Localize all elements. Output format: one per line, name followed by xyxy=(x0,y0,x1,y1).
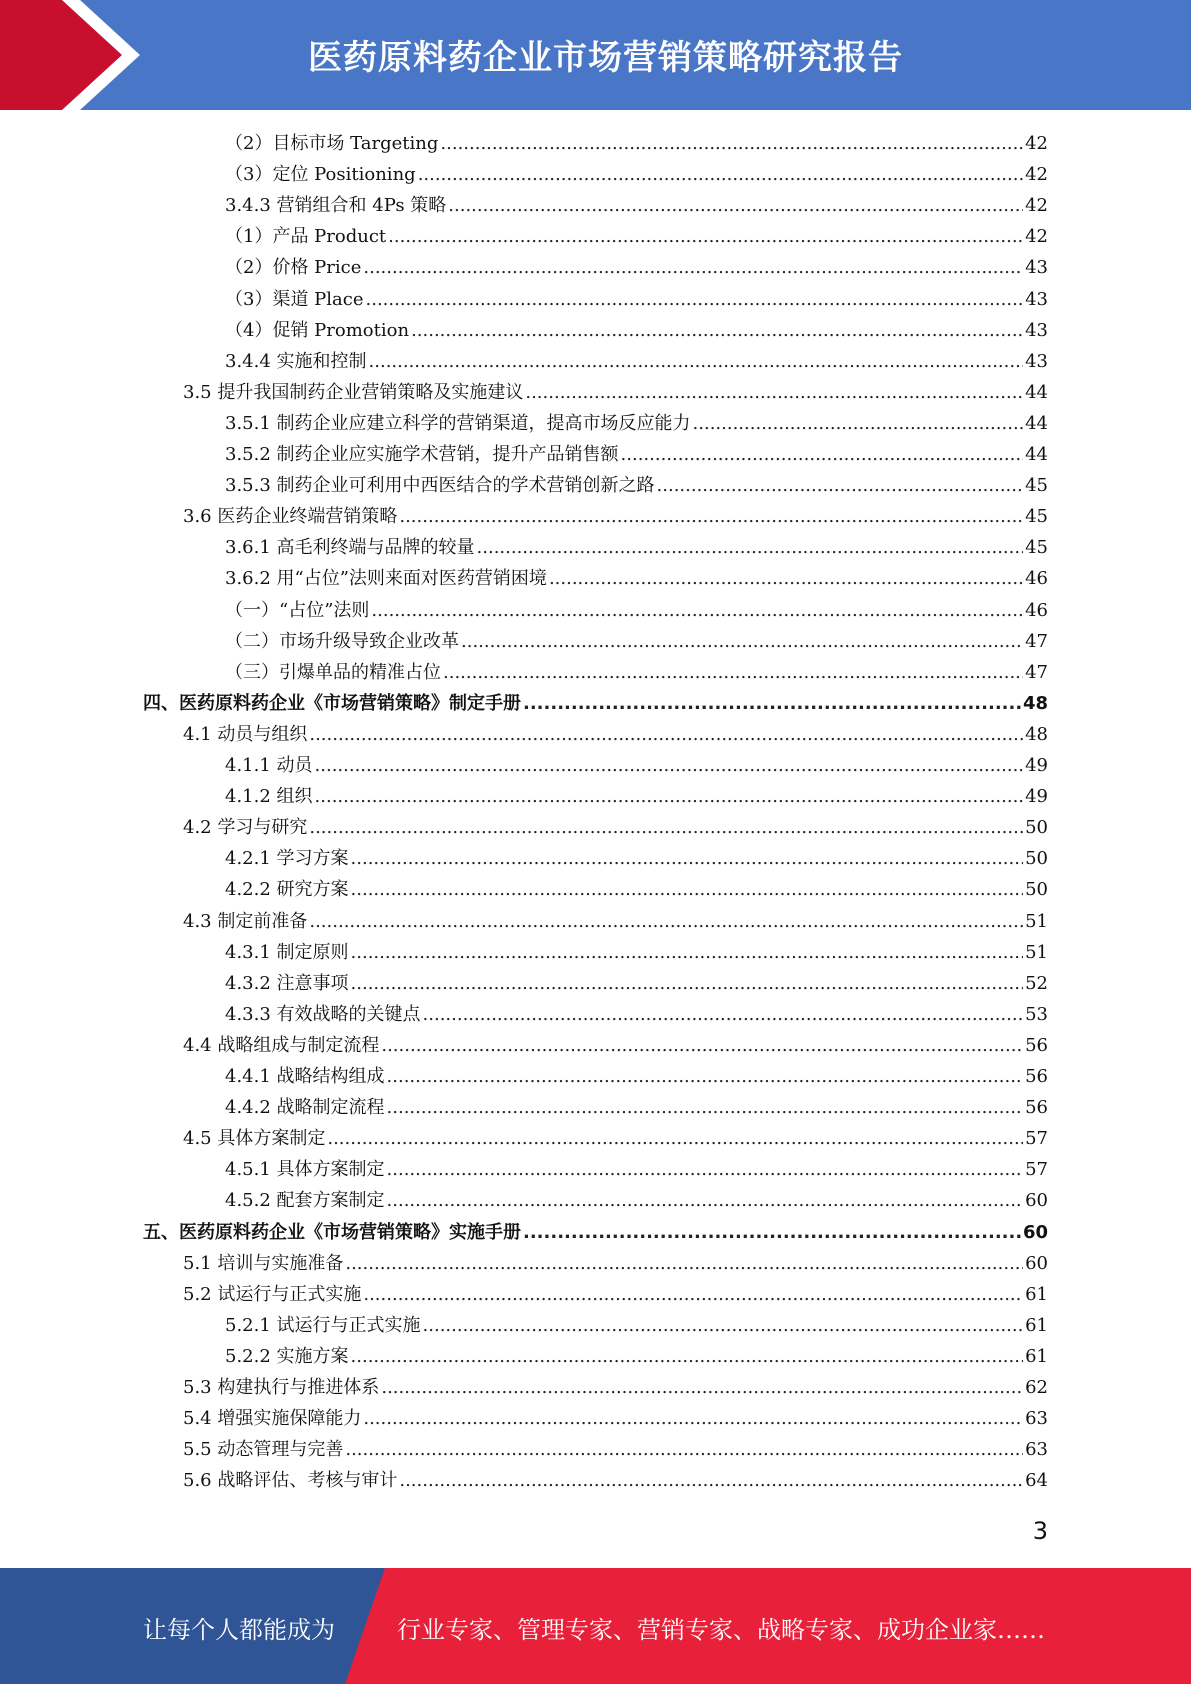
toc-entry[interactable] xyxy=(225,1154,1048,1185)
toc-entry-title: 3.6.1 高毛利终端与品牌的较量 xyxy=(225,537,475,559)
toc-leader-dots xyxy=(387,1092,1024,1123)
toc-entry-page: 44 xyxy=(1025,412,1048,434)
toc-leader-dots xyxy=(351,843,1024,874)
toc-entry-page: 42 xyxy=(1025,133,1048,154)
toc-leader-dots xyxy=(443,657,1023,688)
toc-entry[interactable] xyxy=(143,1217,1048,1248)
toc-leader-dots xyxy=(363,252,1023,283)
toc-entry-page: 43 xyxy=(1025,350,1048,372)
toc-leader-dots xyxy=(309,812,1023,843)
toc-entry-page: 51 xyxy=(1025,910,1048,932)
toc-entry-page: 56 xyxy=(1025,1097,1048,1119)
toc-leader-dots xyxy=(371,595,1023,626)
toc-leader-dots xyxy=(315,750,1024,781)
toc-leader-dots xyxy=(448,190,1023,221)
toc-leader-dots xyxy=(363,1403,1023,1434)
toc-leader-dots xyxy=(345,1434,1023,1465)
toc-leader-dots xyxy=(411,315,1023,346)
toc-entry[interactable] xyxy=(225,595,1048,626)
toc-leader-dots xyxy=(327,1123,1023,1154)
toc-leader-dots xyxy=(657,470,1024,501)
toc-entry-page: 60 xyxy=(1022,1221,1048,1243)
toc-entry-title: 3.5 提升我国制药企业营销策略及实施建议 xyxy=(183,381,524,403)
toc-leader-dots xyxy=(525,377,1023,408)
toc-entry-page: 49 xyxy=(1025,755,1048,776)
toc-entry[interactable] xyxy=(183,1123,1048,1154)
toc-entry-page: 49 xyxy=(1025,786,1048,808)
toc-entry-page: 50 xyxy=(1025,848,1048,870)
toc-leader-dots xyxy=(423,1310,1024,1341)
toc-leader-dots xyxy=(388,221,1023,252)
toc-entry[interactable] xyxy=(225,470,1048,501)
toc-leader-dots xyxy=(523,1217,1021,1248)
toc-leader-dots xyxy=(523,688,1021,719)
toc-entry-page: 60 xyxy=(1025,1252,1048,1274)
toc-entry-page: 46 xyxy=(1025,599,1048,621)
toc-entry-title: 5.4 增强实施保障能力 xyxy=(183,1408,362,1430)
footer-slogan-right: 行业专家、管理专家、营销专家、战略专家、成功企业家…… xyxy=(397,1616,1045,1644)
toc-entry[interactable] xyxy=(183,1279,1048,1310)
toc-entry-title: 5.2.2 实施方案 xyxy=(225,1345,349,1367)
toc-entry[interactable] xyxy=(183,812,1048,843)
toc-entry-title: 四、医药原料药企业《市场营销策略》制定手册 xyxy=(143,692,521,714)
toc-entry-page: 50 xyxy=(1025,879,1048,901)
toc-entry-page: 47 xyxy=(1025,661,1048,683)
toc-entry-page: 52 xyxy=(1025,972,1048,994)
toc-entry-title: 4.5.2 配套方案制定 xyxy=(225,1190,385,1212)
toc-leader-dots xyxy=(693,408,1024,439)
toc-entry-title: 3.5.2 制药企业应实施学术营销，提升产品销售额 xyxy=(225,444,619,465)
toc-entry[interactable] xyxy=(183,1403,1048,1434)
toc-entry[interactable] xyxy=(183,1030,1048,1061)
toc-entry[interactable] xyxy=(225,1092,1048,1123)
report-title: 医药原料药企业市场营销策略研究报告 xyxy=(308,38,903,78)
toc-entry[interactable] xyxy=(225,159,1048,190)
toc-entry[interactable] xyxy=(225,750,1048,781)
toc-entry[interactable] xyxy=(225,315,1048,346)
toc-entry-title: 4.4.1 战略结构组成 xyxy=(225,1066,385,1087)
toc-entry-title: 5.1 培训与实施准备 xyxy=(183,1252,344,1274)
toc-entry[interactable] xyxy=(225,843,1048,874)
toc-entry-title: 4.1 动员与组织 xyxy=(183,723,308,745)
toc-leader-dots xyxy=(387,1154,1024,1185)
toc-entry[interactable] xyxy=(225,221,1048,252)
toc-entry-page: 61 xyxy=(1025,1314,1048,1336)
toc-entry-page: 57 xyxy=(1025,1159,1048,1181)
toc-entry-title: 5.2 试运行与正式实施 xyxy=(183,1283,362,1305)
toc-leader-dots xyxy=(351,1341,1024,1372)
toc-entry-title: 3.4.4 实施和控制 xyxy=(225,350,367,372)
toc-leader-dots xyxy=(549,563,1023,594)
toc-entry-page: 47 xyxy=(1025,630,1048,652)
toc-leader-dots xyxy=(351,968,1024,999)
toc-entry[interactable] xyxy=(225,781,1048,812)
toc-entry[interactable] xyxy=(225,252,1048,283)
toc-entry[interactable] xyxy=(225,937,1048,968)
page-header xyxy=(0,0,1191,110)
toc-entry-title: 4.3.3 有效战略的关键点 xyxy=(225,1003,421,1025)
toc-entry-title: （4）促销 Promotion xyxy=(225,319,410,341)
toc-leader-dots xyxy=(309,906,1023,937)
toc-entry-page: 62 xyxy=(1025,1377,1048,1398)
toc-leader-dots xyxy=(351,874,1024,905)
toc-entry-page: 48 xyxy=(1022,692,1048,714)
toc-entry-title: （1）产品 Product xyxy=(225,226,387,248)
toc-leader-dots xyxy=(387,1061,1024,1092)
toc-entry-page: 57 xyxy=(1025,1128,1048,1150)
toc-entry[interactable] xyxy=(225,1185,1048,1216)
toc-entry-title: 4.3.2 注意事项 xyxy=(225,972,349,994)
toc-entry-page: 61 xyxy=(1025,1345,1048,1367)
toc-entry-page: 48 xyxy=(1025,723,1048,745)
toc-entry-title: （三）引爆单品的精准占位 xyxy=(225,661,441,683)
toc-entry-title: 4.3 制定前准备 xyxy=(183,910,308,932)
toc-entry[interactable] xyxy=(143,688,1048,719)
toc-entry-title: 4.1.2 组织 xyxy=(225,786,313,808)
toc-entry-title: （2）价格 Price xyxy=(225,257,362,279)
toc-entry-title: 5.6 战略评估、考核与审计 xyxy=(183,1470,398,1492)
toc-entry-page: 42 xyxy=(1025,164,1048,186)
toc-entry[interactable] xyxy=(225,1061,1048,1092)
toc-entry-page: 45 xyxy=(1025,537,1048,559)
toc-entry-page: 51 xyxy=(1025,941,1048,963)
toc-entry-page: 53 xyxy=(1025,1003,1048,1025)
toc-entry-title: 4.5.1 具体方案制定 xyxy=(225,1159,385,1181)
toc-entry[interactable] xyxy=(183,719,1048,750)
toc-entry[interactable] xyxy=(183,1248,1048,1279)
toc-entry[interactable] xyxy=(225,284,1048,315)
toc-leader-dots xyxy=(387,1185,1024,1216)
toc-entry-title: 4.1.1 动员 xyxy=(225,755,313,776)
toc-entry[interactable] xyxy=(225,190,1048,221)
toc-leader-dots xyxy=(461,626,1023,657)
toc-entry[interactable] xyxy=(225,657,1048,688)
toc-entry-page: 45 xyxy=(1025,475,1048,497)
toc-entry-title: 五、医药原料药企业《市场营销策略》实施手册 xyxy=(143,1221,521,1243)
toc-leader-dots xyxy=(399,501,1023,532)
toc-leader-dots xyxy=(477,532,1024,563)
toc-entry-title: 4.2.1 学习方案 xyxy=(225,848,349,870)
toc-entry-title: 4.5 具体方案制定 xyxy=(183,1128,326,1150)
toc-entry[interactable] xyxy=(183,906,1048,937)
toc-entry-title: 3.6.2 用“占位”法则来面对医药营销困境 xyxy=(225,568,547,590)
toc-leader-dots xyxy=(621,439,1024,470)
toc-leader-dots xyxy=(381,1030,1023,1061)
toc-leader-dots xyxy=(369,346,1024,377)
toc-entry[interactable] xyxy=(225,563,1048,594)
toc-entry-title: 3.5.3 制药企业可利用中西医结合的学术营销创新之路 xyxy=(225,475,655,497)
toc-entry-page: 44 xyxy=(1025,444,1048,465)
toc-entry[interactable] xyxy=(225,532,1048,563)
toc-entry-page: 60 xyxy=(1025,1190,1048,1212)
toc-entry[interactable] xyxy=(225,408,1048,439)
toc-entry-page: 50 xyxy=(1025,817,1048,839)
toc-leader-dots xyxy=(423,999,1024,1030)
toc-entry-page: 42 xyxy=(1025,195,1048,217)
toc-entry-page: 45 xyxy=(1025,506,1048,528)
toc-entry[interactable] xyxy=(183,377,1048,408)
toc-entry-title: （二）市场升级导致企业改革 xyxy=(225,630,459,652)
toc-entry-title: 4.2 学习与研究 xyxy=(183,817,308,839)
toc-leader-dots xyxy=(363,1279,1023,1310)
toc-entry-page: 63 xyxy=(1025,1439,1048,1461)
toc-entry[interactable] xyxy=(225,1341,1048,1372)
toc-entry-title: 4.4.2 战略制定流程 xyxy=(225,1097,385,1119)
toc-leader-dots xyxy=(345,1248,1023,1279)
toc-entry[interactable] xyxy=(183,1372,1048,1403)
toc-entry-title: （3）渠道 Place xyxy=(225,288,364,310)
toc-entry-title: 4.4 战略组成与制定流程 xyxy=(183,1034,380,1056)
toc-entry-title: 3.6 医药企业终端营销策略 xyxy=(183,506,398,528)
toc-entry-title: （3）定位 Positioning xyxy=(225,164,416,186)
toc-entry-page: 46 xyxy=(1025,568,1048,590)
toc-entry[interactable] xyxy=(225,999,1048,1030)
toc-entry-title: 3.5.1 制药企业应建立科学的营销渠道，提高市场反应能力 xyxy=(225,412,691,434)
toc-entry[interactable] xyxy=(225,439,1048,470)
toc-leader-dots xyxy=(315,781,1024,812)
toc-entry-page: 63 xyxy=(1025,1408,1048,1430)
toc-leader-dots xyxy=(418,159,1023,190)
toc-entry-title: （2）目标市场 Targeting xyxy=(225,133,439,154)
toc-entry-page: 56 xyxy=(1025,1034,1048,1056)
toc-entry-page: 64 xyxy=(1025,1470,1048,1492)
toc-entry-title: （一）“占位”法则 xyxy=(225,599,370,621)
toc-entry-page: 44 xyxy=(1025,381,1048,403)
toc-entry-title: 4.3.1 制定原则 xyxy=(225,941,349,963)
toc-leader-dots xyxy=(309,719,1023,750)
toc-entry[interactable] xyxy=(225,1310,1048,1341)
page-footer xyxy=(0,1568,1191,1684)
toc-entry[interactable] xyxy=(183,501,1048,532)
toc-entry[interactable] xyxy=(225,874,1048,905)
toc-entry[interactable] xyxy=(183,1465,1048,1496)
toc-entry-page: 43 xyxy=(1025,257,1048,279)
toc-leader-dots xyxy=(399,1465,1023,1496)
footer-slogan-left: 让每个人都能成为 xyxy=(143,1616,335,1644)
toc-entry-title: 5.3 构建执行与推进体系 xyxy=(183,1377,380,1398)
toc-entry-title: 5.2.1 试运行与正式实施 xyxy=(225,1314,421,1336)
toc-leader-dots xyxy=(381,1372,1023,1403)
toc-entry[interactable] xyxy=(183,1434,1048,1465)
toc-entry-title: 4.2.2 研究方案 xyxy=(225,879,349,901)
toc-entry-page: 43 xyxy=(1025,319,1048,341)
toc-entry[interactable] xyxy=(225,128,1048,159)
toc-entry[interactable] xyxy=(225,968,1048,999)
toc-entry-page: 56 xyxy=(1025,1066,1048,1087)
toc-leader-dots xyxy=(440,128,1023,159)
toc-entry-page: 43 xyxy=(1025,288,1048,310)
toc-entry-title: 5.5 动态管理与完善 xyxy=(183,1439,344,1461)
toc-entry-title: 3.4.3 营销组合和 4Ps 策略 xyxy=(225,195,447,217)
toc-entry[interactable] xyxy=(225,626,1048,657)
toc-leader-dots xyxy=(351,937,1024,968)
page-number: 3 xyxy=(1032,1517,1048,1545)
toc-leader-dots xyxy=(366,284,1024,315)
toc-entry[interactable] xyxy=(225,346,1048,377)
toc-entry-page: 42 xyxy=(1025,226,1048,248)
toc-entry-page: 61 xyxy=(1025,1283,1048,1305)
